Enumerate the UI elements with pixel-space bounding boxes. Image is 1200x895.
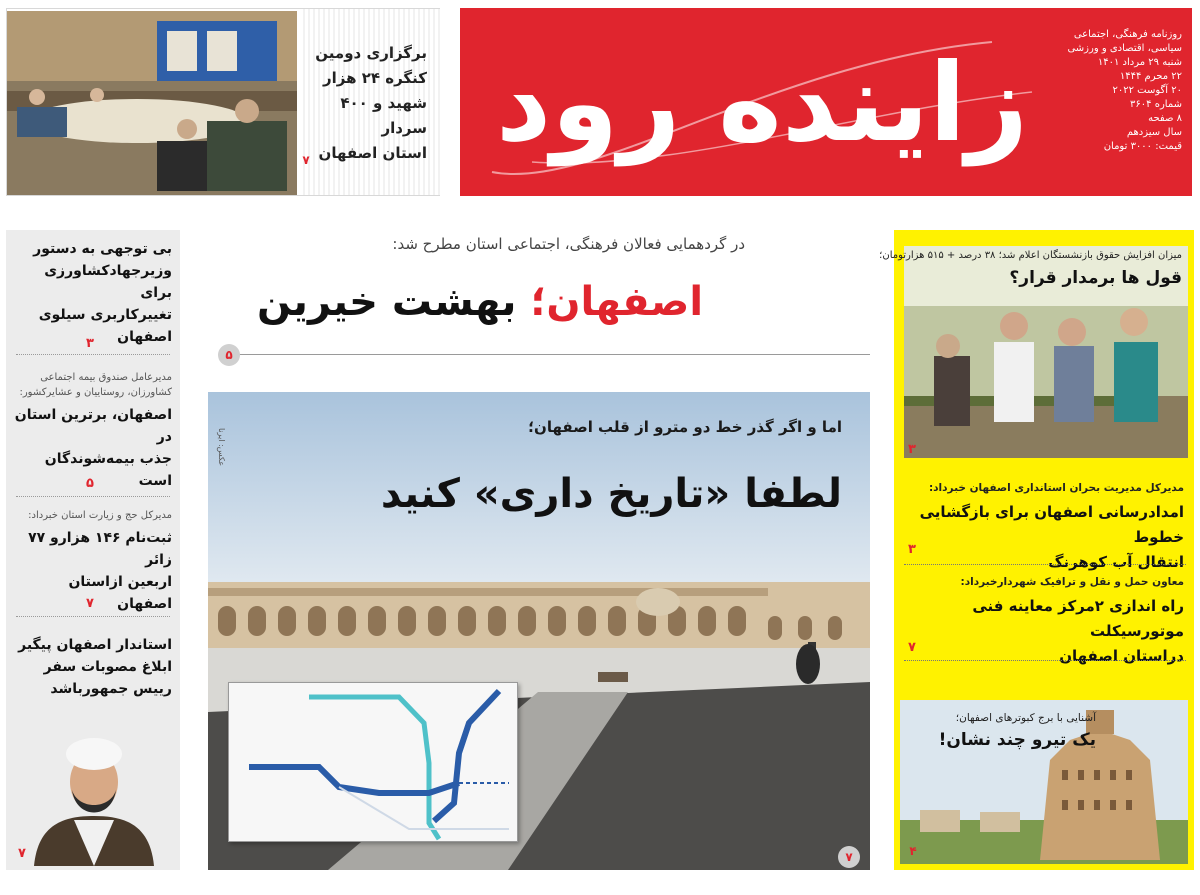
promo-congress[interactable] (6, 8, 440, 196)
news-title-line: وزیرجهادکشاورزی برای (44, 263, 172, 301)
news-kicker: معاون حمل و نقل و ترافیک شهردارخبرداد: (960, 576, 1184, 588)
headline-red-part: اصفهان؛ (530, 279, 704, 325)
news-kicker: مدیرکل حج و زیارت استان خبرداد: (28, 510, 172, 521)
lead-kicker: در گردهمایی فعالان فرهنگی، اجتماعی استان مطرح شد: (392, 235, 745, 253)
info-line: شنبه ۲۹ مرداد ۱۴۰۱ (1097, 57, 1182, 68)
news-item-motorcycle[interactable] (894, 574, 1194, 669)
news-item-governor[interactable] (6, 634, 180, 700)
pension-title: قول ها برمدار قرار؟ (1009, 268, 1182, 288)
divider (904, 564, 1186, 565)
tower-title: یک تیرو چند نشان! (938, 730, 1096, 750)
info-line: سیاسی، اقتصادی و ورزشی (1067, 43, 1182, 54)
masthead (460, 8, 1192, 196)
divider (904, 660, 1186, 661)
news-title-line: راه اندازی ۲مرکز معاینه فنی موتورسیکلت (972, 597, 1184, 640)
divider (16, 354, 170, 355)
divider (238, 354, 870, 355)
news-title-line: اربعین ازاستان اصفهان (68, 574, 172, 612)
news-title-line: ثبت‌نام ۱۴۶ هزارو ۷۷ زائر (28, 530, 172, 568)
logo-text: زاینده رود (495, 41, 1029, 166)
info-line: ۲۰ آگوست ۲۰۲۲ (1112, 85, 1182, 96)
news-item-insurance[interactable] (6, 370, 180, 492)
left-news-column (6, 230, 180, 870)
issue-info (1067, 28, 1182, 154)
right-news-column (879, 230, 1194, 870)
pigeon-tower-story[interactable] (900, 700, 1188, 864)
news-title-line: تغییرکاربری سیلوی اصفهان (38, 307, 172, 345)
news-title-line: ابلاغ مصوبات سفر (43, 659, 172, 675)
page-number: ۳ (86, 336, 94, 351)
page-number: ۷ (302, 153, 310, 167)
news-title-line: جذب بیمه‌شوندگان است (44, 451, 172, 489)
pension-kicker: میزان افزایش حقوق بازنشستگان اعلام شد؛ ۳۸ درصد + ۵۱۵ هزارتومان؛ (879, 250, 1182, 261)
meeting-photo (7, 11, 297, 195)
news-title-line: دراستان اصفهان (1059, 647, 1184, 665)
news-title-line: انتقال آب کوهرنگ (1048, 553, 1184, 571)
cleric-portrait (24, 724, 164, 866)
metro-headline: لطفا «تاریخ داری» کنید (380, 471, 842, 517)
info-line: ۸ صفحه (1148, 113, 1182, 124)
promo-line: شهید و ۴۰۰ سردار (340, 94, 427, 137)
tower-kicker: آشنایی با برج کبوترهای اصفهان؛ (955, 712, 1096, 724)
page-number: ۳ (908, 442, 916, 457)
promo-line: کنگره ۲۴ هزار (322, 69, 427, 87)
page-number: ۷ (18, 846, 26, 861)
info-line: قیمت: ۳۰۰۰ تومان (1103, 141, 1182, 152)
promo-line: برگزاری دومین (315, 44, 427, 62)
news-item-silo[interactable] (6, 238, 180, 348)
page-number: ۵ (218, 344, 240, 366)
info-line: ۲۲ محرم ۱۴۴۴ (1119, 71, 1182, 82)
metro-map (228, 682, 518, 842)
page-number: ۷ (908, 640, 916, 655)
news-title-line: اصفهان، برترین استان در (14, 407, 172, 445)
promo-line: استان اصفهان (318, 144, 427, 162)
page-number: ۳ (908, 542, 916, 557)
news-title-line: رییس جمهورباشد (50, 681, 172, 697)
divider (16, 496, 170, 497)
lead-headline[interactable] (210, 272, 750, 332)
metro-kicker: اما و اگر گذر خط دو مترو از قلب اصفهان؛ (528, 418, 842, 436)
page-number: ۵ (86, 476, 94, 491)
metro-story[interactable] (208, 392, 870, 870)
news-kicker: مدیرکل مدیریت بحران استانداری اصفهان خبرداد: (928, 482, 1184, 494)
info-line: سال سیزدهم (1126, 127, 1182, 138)
page-number: ۷ (86, 596, 94, 611)
news-kicker: مدیرعامل صندوق بیمه اجتماعی کشاورزان، روستاییان و عشایرکشور: (19, 372, 172, 398)
news-title-line: امدادرسانی اصفهان برای بازگشایی خطوط (919, 503, 1184, 546)
news-title-line: بی توجهی به دستور (33, 241, 172, 257)
info-line: شماره ۳۶۰۴ (1130, 99, 1182, 110)
page-number: ۷ (838, 846, 860, 868)
newspaper-logo[interactable] (472, 22, 1052, 187)
pensioners-story[interactable] (879, 246, 1188, 458)
news-item-kuhrang[interactable] (894, 480, 1194, 575)
photo-credit: عکس: ایرنا (217, 427, 226, 466)
divider (16, 616, 170, 617)
info-line: روزنامه فرهنگی، اجتماعی (1073, 29, 1182, 40)
page-number: ۴ (909, 844, 917, 858)
headline-black-part: بهشت خیرین (256, 279, 531, 325)
promo-headline (297, 41, 427, 166)
news-title-line: استاندار اصفهان پیگیر (18, 637, 172, 653)
